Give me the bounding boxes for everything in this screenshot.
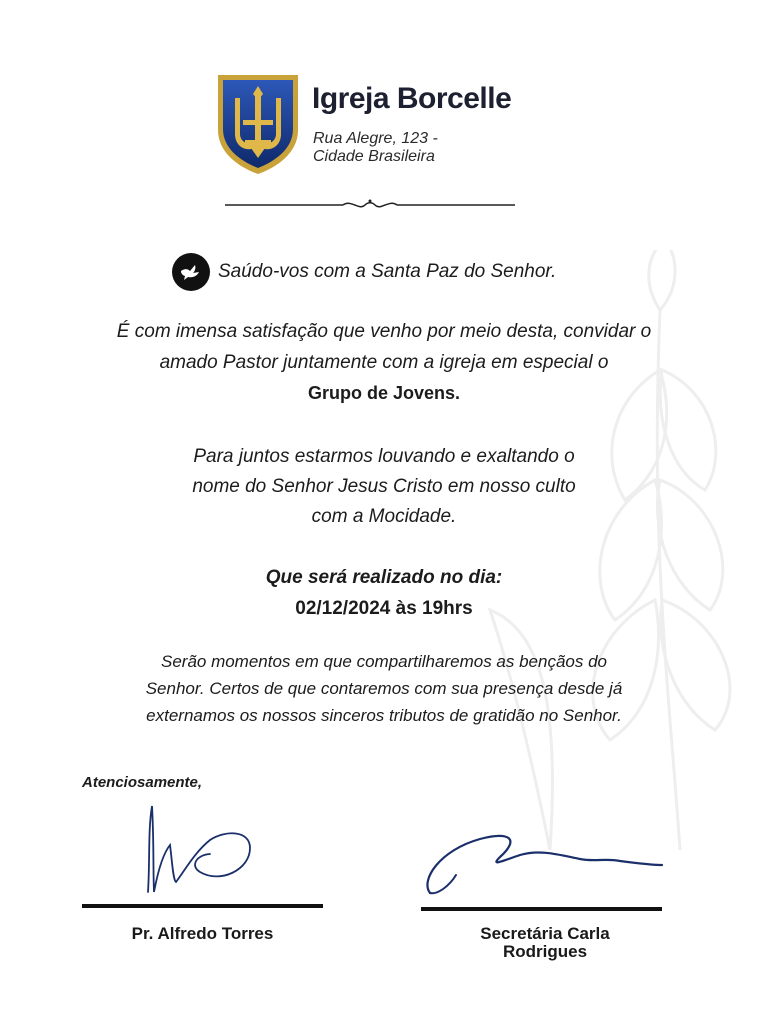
closing-paragraph [0, 648, 768, 729]
ornament-divider [225, 197, 515, 213]
signer-name-line: Rodrigues [502, 942, 588, 961]
closing-line: Serão momentos em que compartilharemos as bençãos do [160, 652, 607, 671]
signer-name-line: Pr. Alfredo Torres [131, 924, 274, 943]
greeting-text: Saúdo-vos com a Santa Paz do Senhor. [218, 261, 557, 282]
purpose-paragraph [0, 442, 768, 532]
signature-line [421, 907, 662, 911]
closing-line: externamos os nossos sinceros tributos de gratidão no Senhor. [146, 706, 622, 725]
church-name: Igreja Borcelle [312, 82, 512, 115]
event-date-label: Que será realizado no dia: [265, 567, 503, 588]
signer-name [421, 925, 669, 961]
purpose-line: nome do Senhor Jesus Cristo em nosso culto [192, 476, 576, 497]
regards-text: Atenciosamente, [82, 774, 203, 791]
signer-name [82, 925, 323, 943]
pastor-signature-image [140, 800, 260, 900]
purpose-line: Para juntos estarmos louvando e exaltando o [193, 446, 575, 467]
event-date-value: 02/12/2024 às 19hrs [295, 598, 473, 619]
event-date-block [0, 562, 768, 624]
secretary-signature-image [420, 825, 666, 900]
invitation-line: É com imensa satisfação que venho por meio desta, convidar o [116, 321, 652, 342]
address-line-2: Cidade Brasileira [313, 148, 435, 165]
closing-line: Senhor. Certos de que contaremos com sua presença desde já [145, 679, 623, 698]
address-line-1: Rua Alegre, 123 - [313, 130, 438, 147]
church-crest-icon [215, 72, 301, 176]
greeting-row [172, 253, 556, 291]
signature-line [82, 904, 323, 908]
dove-icon [172, 253, 210, 291]
group-name: Grupo de Jovens. [307, 383, 461, 403]
church-address [313, 130, 493, 166]
purpose-line: com a Mocidade. [311, 506, 457, 527]
invitation-paragraph [0, 316, 768, 409]
signer-name-line: Secretária Carla [480, 924, 610, 943]
invitation-line: amado Pastor juntamente com a igreja em especial o [159, 352, 609, 373]
